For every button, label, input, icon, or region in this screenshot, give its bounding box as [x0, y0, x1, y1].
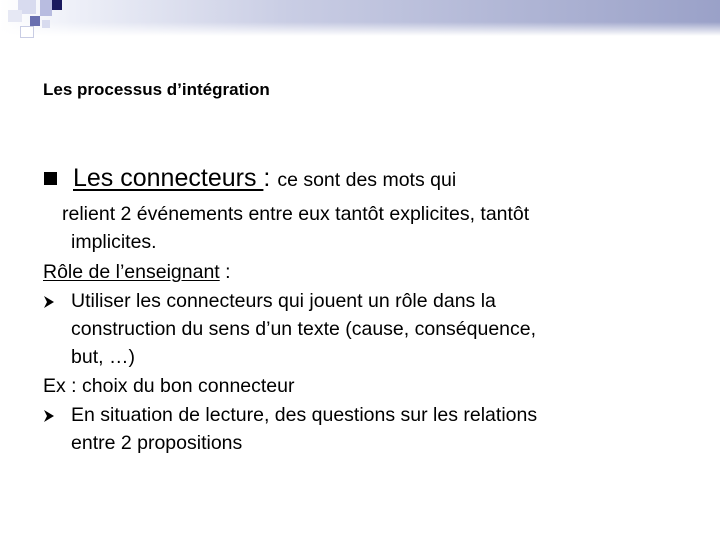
list-item-line: Utiliser les connecteurs qui jouent un rôle dans la [71, 290, 496, 312]
deco-square [30, 16, 40, 26]
body-line: implicites. [71, 231, 157, 253]
role-line [43, 263, 231, 283]
list-item-line: entre 2 propositions [71, 432, 243, 454]
slide-title: Les processus d’intégration [43, 80, 270, 99]
arrow-bullet-icon [44, 410, 54, 422]
list-item-line: En situation de lecture, des questions sur les relations [71, 404, 538, 426]
list-item-line: but, …) [71, 346, 135, 368]
bullet-line [73, 166, 456, 191]
list-item-line: construction du sens d’un texte (cause, conséquence, [71, 318, 537, 340]
role-label: Rôle de l’enseignant [43, 261, 220, 283]
deco-square [8, 10, 22, 22]
body-line: relient 2 événements entre eux tantôt explicites, tantôt [62, 203, 530, 225]
role-colon: : [219, 261, 231, 283]
bullet-colon: : [263, 164, 278, 192]
arrow-bullet-icon [44, 296, 54, 308]
square-bullet-icon [44, 172, 57, 185]
deco-square [42, 20, 50, 28]
deco-square [40, 0, 52, 16]
example-line: Ex : choix du bon connecteur [43, 375, 295, 397]
deco-square [52, 0, 62, 10]
header-band-fade [0, 22, 720, 36]
bullet-rest: ce sont des mots qui [277, 169, 457, 191]
bullet-heading: Les connecteurs [73, 164, 264, 192]
deco-square [20, 26, 34, 38]
